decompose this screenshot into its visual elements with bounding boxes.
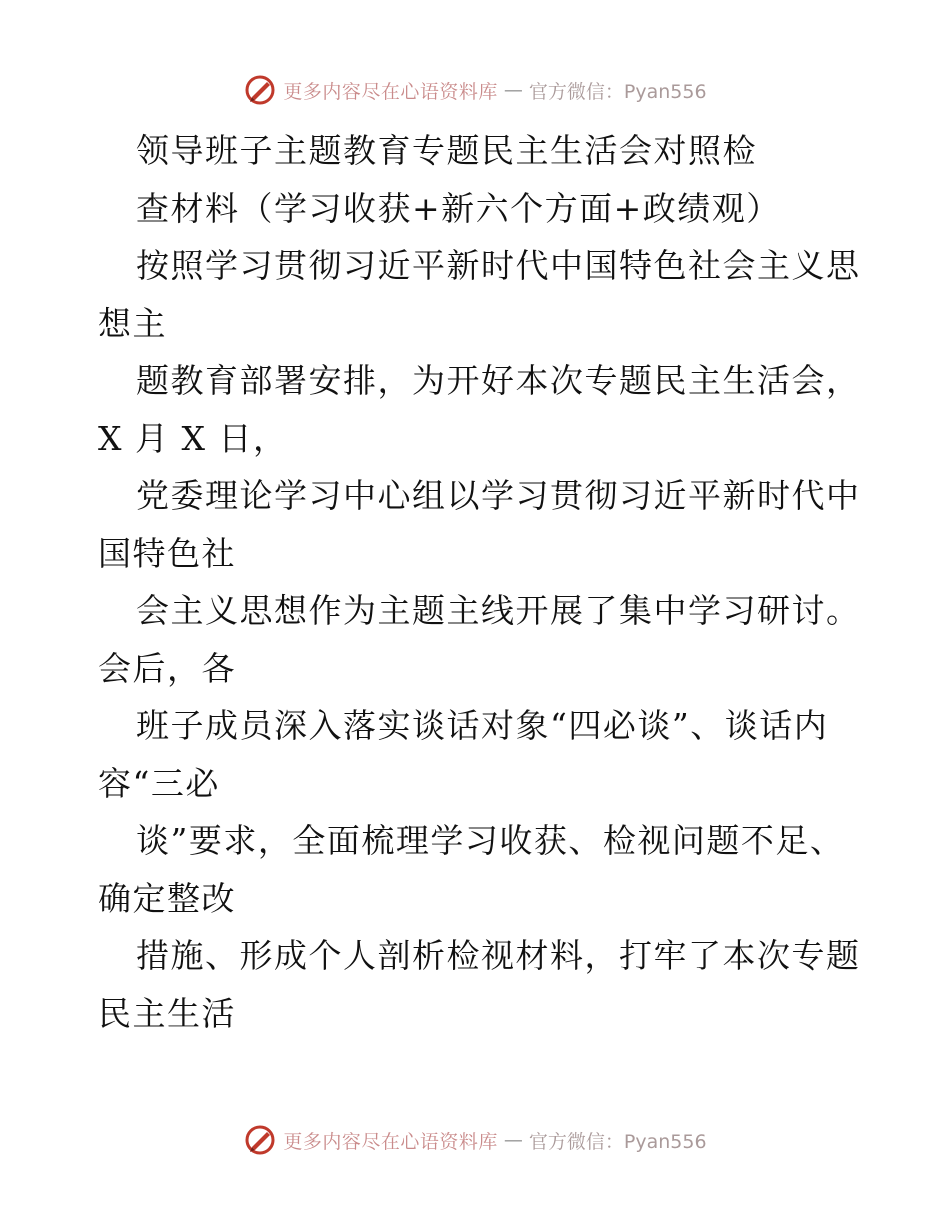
footer-watermark [0,1122,950,1158]
watermark-secondary-text: 官方微信：Pyan556 [528,80,707,103]
body-line: 题教育部署安排，为开好本次专题民主生活会， [136,361,861,400]
body-line: 想主 [98,303,167,343]
watermark-secondary-text: 官方微信：Pyan556 [528,1130,707,1153]
pen-logo-icon [243,73,277,107]
body-line: 谈”要求，全面梳理学习收获、检视问题不足、 [136,821,845,860]
title-line-1: 领导班子主题教育专题民主生活会对照检 [136,131,757,170]
header-watermark [0,72,950,108]
watermark-separator: — [503,1129,523,1151]
body-line: 国特色社 [98,533,236,573]
body-line: 容“三必 [98,763,220,803]
body-line: X 月 X 日， [98,418,288,458]
body-line: 措施、形成个人剖析检视材料，打牢了本次专题 [136,936,861,975]
document-body [98,122,861,1042]
body-line: 党委理论学习中心组以学习贯彻习近平新时代中 [136,476,861,515]
pen-logo-icon [243,1123,277,1157]
watermark-separator: — [503,79,523,101]
body-line: 民主生活 [98,993,236,1033]
paragraph [98,237,861,1042]
body-line: 班子成员深入落实谈话对象“四必谈”、谈话内 [136,706,829,745]
body-line: 按照学习贯彻习近平新时代中国特色社会主义思 [136,246,861,285]
watermark-main-text: 更多内容尽在心语资料库 [283,1130,498,1153]
watermark-main-text: 更多内容尽在心语资料库 [283,80,498,103]
body-line: 会后，各 [98,648,236,688]
body-line: 确定整改 [98,878,236,918]
title-line-2: 查材料（学习收获+新六个方面+政绩观） [136,188,781,228]
body-line: 会主义思想作为主题主线开展了集中学习研讨。 [136,591,861,630]
